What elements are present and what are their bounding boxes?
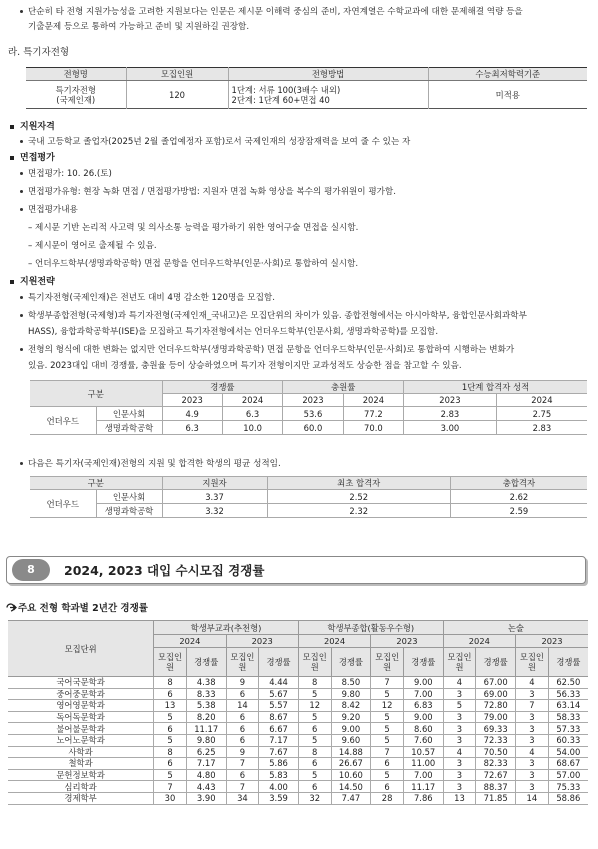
t4-cell: 3	[516, 723, 549, 735]
t3-row-name: 생명과학공학	[96, 504, 162, 518]
t1-header-method: 전형방법	[228, 68, 428, 81]
t1-name-cell	[26, 81, 126, 109]
t4-header-rate: 경쟁률	[548, 648, 588, 677]
t4-cell: 14	[516, 792, 549, 804]
t4-cell: 7	[371, 746, 404, 758]
t4-cell: 69.00	[476, 688, 516, 700]
t4-year: 2024	[154, 635, 226, 648]
t4-cell: 32	[298, 792, 331, 804]
t4-cell: 5	[298, 711, 331, 723]
t4-cell: 6	[298, 758, 331, 770]
t2-cell: 2.83	[496, 421, 587, 435]
t4-cell: 8.50	[331, 677, 371, 689]
t4-cell: 6	[154, 723, 187, 735]
qualification-item-text: 국내 고등학교 졸업자(2025년 2월 졸업예정자 포함)로서 국제인재의 성장잠재력을 보여 줄 수 있는 자	[28, 137, 411, 147]
t4-cell: 8	[154, 677, 187, 689]
t4-cell: 57.00	[548, 769, 588, 781]
t4-cell: 9.80	[331, 688, 371, 700]
t4-header-count: 모집인원	[154, 648, 187, 677]
t4-cell: 3	[443, 781, 476, 793]
t1-header-count: 모집인원	[126, 68, 228, 81]
t3-cell: 2.52	[267, 490, 450, 504]
t4-cell: 30	[154, 792, 187, 804]
t4-cell: 9.00	[403, 711, 443, 723]
interview-item-text: 면접평가유형: 현장 녹화 면접 / 면접평가방법: 지원자 면접 녹화 영상을 복수의 평가위원이 평가함.	[28, 187, 396, 197]
t4-cell: 5	[371, 688, 404, 700]
strategy-item-1	[20, 292, 275, 304]
t4-cell: 7.67	[259, 746, 299, 758]
t4-dept: 철학과	[8, 758, 154, 770]
t4-header-count: 모집인원	[226, 648, 259, 677]
t4-header-group: 학생부종합(활동우수형)	[298, 621, 443, 635]
t4-cell: 14.50	[331, 781, 371, 793]
bullet-dot-icon	[20, 296, 23, 299]
t4-dept: 불어불문학과	[8, 723, 154, 735]
t4-cell: 8	[298, 677, 331, 689]
t4-cell: 5	[154, 769, 187, 781]
square-bullet-icon	[10, 280, 14, 284]
t4-cell: 5	[298, 734, 331, 746]
t4-cell: 3	[516, 781, 549, 793]
strategy-item-text: 학생부종합전형(국제형)과 특기자전형(국제인재_국내고)은 모집단위의 차이가 있음. 종합전형에서는 아시아학부, 융합인문사회과학부	[28, 311, 527, 321]
t4-cell: 9.80	[186, 734, 226, 746]
t4-cell: 3	[443, 734, 476, 746]
t4-cell: 9.60	[331, 734, 371, 746]
t4-cell: 5	[298, 769, 331, 781]
t4-cell: 72.33	[476, 734, 516, 746]
strategy-item-text: 전형의 형식에 대한 변화는 없지만 언더우드학부(생명과학공학) 면접 문항을 언더우드학부(인문·사회)로 통합하여 시행하는 변화가	[28, 345, 515, 355]
t4-cell: 6	[371, 758, 404, 770]
intro-line-2: 기출문제 등으로 통하여 가능하고 준비 및 지원하길 권장함.	[28, 22, 250, 32]
strategy-title-text: 지원전략	[20, 277, 55, 287]
grades-note-text: 다음은 특기자(국제인재)전형의 지원 및 합격한 학생의 평균 성적임.	[28, 459, 281, 469]
t4-cell: 9	[226, 746, 259, 758]
t4-cell: 69.33	[476, 723, 516, 735]
strategy-item-2-cont: HASS), 융합과학공학부(ISE)을 모집하고 특기자전형에서는 언더우드학부(인문사회, 생명과학공학)를 모집함.	[28, 327, 439, 337]
t4-cell: 75.33	[548, 781, 588, 793]
t3-cell: 2.32	[267, 504, 450, 518]
t4-cell: 8	[298, 746, 331, 758]
t4-header-count: 모집인원	[298, 648, 331, 677]
t2-cell: 3.00	[404, 421, 497, 435]
qualification-item	[20, 136, 410, 148]
interview-subitem-1: – 제시문 기반 논리적 사고력 및 의사소통 능력을 평가하기 위한 영어구술 면접을 실시함.	[28, 223, 359, 233]
bullet-dot-icon	[20, 462, 23, 465]
t4-cell: 9.00	[403, 677, 443, 689]
interview-item-1	[20, 168, 112, 180]
square-bullet-icon	[10, 125, 14, 129]
t4-cell: 3	[516, 769, 549, 781]
t4-header-count: 모집인원	[443, 648, 476, 677]
interview-item-2	[20, 186, 396, 198]
t4-cell: 4	[443, 746, 476, 758]
t4-cell: 28	[371, 792, 404, 804]
bullet-dot-icon	[20, 208, 23, 211]
t4-cell: 58.33	[548, 711, 588, 723]
t1-header-csat: 수능최저학력기준	[428, 68, 587, 81]
t4-header-rate: 경쟁률	[186, 648, 226, 677]
t4-dept: 영어영문학과	[8, 700, 154, 712]
t4-dept: 노어노문학과	[8, 734, 154, 746]
t4-cell: 71.85	[476, 792, 516, 804]
t4-cell: 6.25	[186, 746, 226, 758]
strategy-item-3	[20, 344, 514, 356]
interview-subitem-3: – 언더우드학부(생명과학공학) 면접 문항을 언더우드학부(인문·사회)로 통합하여 실시함.	[28, 259, 359, 269]
t2-cell: 53.6	[283, 407, 343, 421]
special-admission-table	[26, 67, 587, 109]
t2-cell: 60.0	[283, 421, 343, 435]
bullet-dot-icon	[20, 140, 23, 143]
t2-header-group: 1단계 합격자 성적	[404, 381, 587, 394]
t4-cell: 7	[154, 781, 187, 793]
t4-header-count: 모집인원	[516, 648, 549, 677]
t4-header-group: 논술	[443, 621, 588, 635]
strategy-item-text: 특기자전형(국제인재)은 전년도 대비 4명 감소한 120명을 모집함.	[28, 293, 275, 303]
t2-header-division: 구분	[30, 381, 162, 407]
bullet-dot-icon	[20, 172, 23, 175]
t4-cell: 3	[443, 688, 476, 700]
t4-cell: 7.00	[403, 688, 443, 700]
t4-year: 2024	[298, 635, 370, 648]
t2-cell: 2.75	[496, 407, 587, 421]
t2-row-name: 생명과학공학	[96, 421, 162, 435]
t2-cell: 10.0	[222, 421, 282, 435]
t4-cell: 5	[443, 700, 476, 712]
t4-cell: 63.14	[548, 700, 588, 712]
interview-title-text: 면접평가	[20, 153, 55, 163]
t2-cell: 2.83	[404, 407, 497, 421]
t4-year: 2023	[226, 635, 298, 648]
t4-cell: 26.67	[331, 758, 371, 770]
t4-cell: 5.57	[259, 700, 299, 712]
t4-cell: 4.38	[186, 677, 226, 689]
t4-year: 2023	[371, 635, 443, 648]
interview-subitem-2: – 제시문이 영어로 출제될 수 있음.	[28, 241, 157, 251]
grades-note	[20, 458, 281, 470]
t3-group: 언더우드	[30, 490, 96, 518]
t4-cell: 7	[516, 700, 549, 712]
t4-cell: 5.67	[259, 688, 299, 700]
t2-header-group: 충원률	[283, 381, 404, 394]
interview-item-3	[20, 204, 78, 216]
t4-cell: 7.60	[403, 734, 443, 746]
t4-header-count: 모집인원	[371, 648, 404, 677]
t4-cell: 12	[371, 700, 404, 712]
t4-cell: 11.17	[186, 723, 226, 735]
table-row	[30, 504, 587, 518]
t4-dept: 독어독문학과	[8, 711, 154, 723]
t4-header-rate: 경쟁률	[476, 648, 516, 677]
t4-cell: 7.47	[331, 792, 371, 804]
t1-name-line2: (국제인재)	[56, 94, 96, 105]
t4-cell: 3	[516, 711, 549, 723]
qualification-title-text: 지원자격	[20, 122, 55, 132]
t4-year: 2023	[516, 635, 588, 648]
department-competition-table	[8, 620, 588, 805]
table-row	[8, 781, 588, 793]
t4-cell: 3.90	[186, 792, 226, 804]
t4-cell: 3	[443, 758, 476, 770]
table-row	[8, 734, 588, 746]
t1-method-line2: 2단계: 1단계 60+면접 40	[231, 94, 330, 105]
t4-cell: 4	[443, 677, 476, 689]
t4-cell: 8.33	[186, 688, 226, 700]
t2-cell: 6.3	[222, 407, 282, 421]
t4-cell: 8.60	[403, 723, 443, 735]
t4-header-unit: 모집단위	[8, 621, 154, 677]
t4-cell: 7	[226, 758, 259, 770]
section-heading-ra: 라. 특기자전형	[8, 47, 70, 58]
t4-cell: 6	[154, 688, 187, 700]
t3-header: 충합격자	[450, 477, 587, 490]
t4-cell: 72.80	[476, 700, 516, 712]
t4-cell: 4.43	[186, 781, 226, 793]
t4-cell: 7.00	[403, 769, 443, 781]
t4-cell: 8.20	[186, 711, 226, 723]
t4-cell: 10.60	[331, 769, 371, 781]
t4-header-group: 학생부교과(추천형)	[154, 621, 299, 635]
t4-cell: 3	[443, 723, 476, 735]
t4-cell: 11.00	[403, 758, 443, 770]
t4-cell: 4.80	[186, 769, 226, 781]
table-row	[8, 792, 588, 804]
table-row	[8, 758, 588, 770]
t4-cell: 4.44	[259, 677, 299, 689]
section-banner	[6, 550, 592, 590]
t4-cell: 5.86	[259, 758, 299, 770]
t2-year: 2023	[404, 394, 497, 407]
section-number-badge: 8	[12, 559, 50, 581]
t4-dept: 경제학부	[8, 792, 154, 804]
t3-row-name: 인문사회	[96, 490, 162, 504]
table-row	[8, 746, 588, 758]
t2-cell: 4.9	[162, 407, 222, 421]
t4-cell: 10.57	[403, 746, 443, 758]
t4-cell: 5	[154, 734, 187, 746]
t1-name-line1: 특기자전형	[55, 84, 96, 95]
t1-header-name: 전형명	[26, 68, 126, 81]
t2-cell: 70.0	[343, 421, 403, 435]
t4-cell: 9	[226, 677, 259, 689]
t4-dept: 심리학과	[8, 781, 154, 793]
table-row	[8, 769, 588, 781]
grades-table	[30, 476, 587, 518]
t4-cell: 5	[371, 723, 404, 735]
t4-cell: 6	[226, 688, 259, 700]
table-row	[8, 688, 588, 700]
t2-year: 2024	[222, 394, 282, 407]
t4-dept: 문헌정보학과	[8, 769, 154, 781]
interview-item-text: 면접평가내용	[28, 205, 78, 215]
table-row	[8, 677, 588, 689]
t4-cell: 13	[154, 700, 187, 712]
square-bullet-icon	[10, 156, 14, 160]
t4-cell: 6.83	[403, 700, 443, 712]
t4-cell: 3	[516, 734, 549, 746]
qualification-title	[10, 121, 55, 133]
t2-year: 2024	[496, 394, 587, 407]
t2-year: 2023	[283, 394, 343, 407]
bullet-dot-icon	[20, 10, 23, 13]
t4-dept: 국어국문학과	[8, 677, 154, 689]
strategy-title	[10, 276, 55, 288]
t4-cell: 6.67	[259, 723, 299, 735]
t4-cell: 58.86	[548, 792, 588, 804]
section-title: 2024, 2023 대입 수시모집 경쟁률	[64, 563, 265, 578]
t2-year: 2024	[343, 394, 403, 407]
t4-cell: 9.20	[331, 711, 371, 723]
t4-header-rate: 경쟁률	[331, 648, 371, 677]
t4-cell: 6	[226, 711, 259, 723]
sub-heading-text: 주요 전형 학과별 2년간 경쟁률	[18, 603, 148, 614]
table-row	[30, 407, 587, 421]
t2-group: 언더우드	[30, 407, 96, 435]
t4-dept: 사학과	[8, 746, 154, 758]
table-row	[8, 723, 588, 735]
t4-cell: 54.00	[548, 746, 588, 758]
t4-cell: 79.00	[476, 711, 516, 723]
t4-cell: 4	[516, 746, 549, 758]
t4-cell: 9.00	[331, 723, 371, 735]
t4-header-rate: 경쟁률	[259, 648, 299, 677]
bullet-dot-icon	[20, 190, 23, 193]
t3-cell: 3.37	[162, 490, 267, 504]
t4-cell: 5	[371, 769, 404, 781]
t4-cell: 67.00	[476, 677, 516, 689]
table-row	[8, 711, 588, 723]
t4-cell: 6	[226, 769, 259, 781]
t4-cell: 4	[516, 677, 549, 689]
intro-line-1	[20, 6, 523, 18]
t1-count-cell: 120	[126, 81, 228, 109]
t4-cell: 4.00	[259, 781, 299, 793]
table-row	[8, 700, 588, 712]
t2-year: 2023	[162, 394, 222, 407]
t4-cell: 3	[443, 769, 476, 781]
interview-title	[10, 152, 55, 164]
t4-cell: 82.33	[476, 758, 516, 770]
t4-cell: 7.86	[403, 792, 443, 804]
strategy-item-2	[20, 310, 527, 322]
t4-cell: 6	[371, 781, 404, 793]
competition-table	[30, 380, 587, 435]
interview-item-text: 면접평가: 10. 26.(토)	[28, 169, 112, 179]
t4-cell: 8.67	[259, 711, 299, 723]
t4-cell: 3	[516, 758, 549, 770]
t4-cell: 5.83	[259, 769, 299, 781]
t4-dept: 중어중문학과	[8, 688, 154, 700]
t3-cell: 2.62	[450, 490, 587, 504]
t4-cell: 14.88	[331, 746, 371, 758]
t2-row-name: 인문사회	[96, 407, 162, 421]
intro-text-1: 단순히 타 전형 지원가능성을 고려한 지원보다는 인문은 제시문 이해력 중심의 준비, 자연계열은 수학교과에 대한 문제해결 역량 등을	[28, 7, 523, 17]
t2-cell: 6.3	[162, 421, 222, 435]
t3-header: 최초 합격자	[267, 477, 450, 490]
table-row	[30, 421, 587, 435]
arrow-right-icon	[6, 603, 17, 612]
t4-cell: 3.59	[259, 792, 299, 804]
t3-header: 지원자	[162, 477, 267, 490]
t4-cell: 6	[298, 781, 331, 793]
t4-cell: 6	[154, 758, 187, 770]
table-row	[30, 490, 587, 504]
t4-cell: 7.17	[259, 734, 299, 746]
t4-cell: 5.38	[186, 700, 226, 712]
t3-header-division: 구분	[30, 477, 162, 490]
strategy-item-3-cont: 있음. 2023대입 대비 경쟁률, 충원율 등이 상승하였으며 특기자 전형이지만 교과성적도 상승한 점을 참고할 수 있음.	[28, 361, 462, 371]
t1-method-cell	[228, 81, 428, 109]
t4-cell: 56.33	[548, 688, 588, 700]
t4-cell: 6	[298, 723, 331, 735]
sub-heading	[6, 600, 148, 614]
t4-cell: 14	[226, 700, 259, 712]
t4-cell: 8	[154, 746, 187, 758]
t4-cell: 62.50	[548, 677, 588, 689]
t4-cell: 5	[298, 688, 331, 700]
t4-cell: 7	[226, 781, 259, 793]
t4-cell: 6	[226, 723, 259, 735]
t4-cell: 8.42	[331, 700, 371, 712]
t4-cell: 12	[298, 700, 331, 712]
t4-cell: 5	[371, 734, 404, 746]
t2-cell: 77.2	[343, 407, 403, 421]
t4-cell: 6	[226, 734, 259, 746]
t3-cell: 3.32	[162, 504, 267, 518]
t4-year: 2024	[443, 635, 515, 648]
t4-cell: 68.67	[548, 758, 588, 770]
t4-cell: 3	[516, 688, 549, 700]
t4-cell: 5	[154, 711, 187, 723]
bullet-dot-icon	[20, 348, 23, 351]
t4-cell: 7	[371, 677, 404, 689]
t4-cell: 88.37	[476, 781, 516, 793]
t4-cell: 60.33	[548, 734, 588, 746]
t4-cell: 72.67	[476, 769, 516, 781]
t1-csat-cell: 미적용	[428, 81, 587, 109]
t4-cell: 5	[371, 711, 404, 723]
t4-header-rate: 경쟁률	[403, 648, 443, 677]
t4-cell: 70.50	[476, 746, 516, 758]
t4-cell: 13	[443, 792, 476, 804]
t3-cell: 2.59	[450, 504, 587, 518]
t1-method-line1: 1단계: 서류 100(3배수 내외)	[231, 84, 341, 95]
t4-cell: 7.17	[186, 758, 226, 770]
bullet-dot-icon	[20, 314, 23, 317]
t4-cell: 3	[443, 711, 476, 723]
t4-cell: 34	[226, 792, 259, 804]
t4-cell: 11.17	[403, 781, 443, 793]
t2-header-group: 경쟁률	[162, 381, 283, 394]
t4-cell: 57.33	[548, 723, 588, 735]
